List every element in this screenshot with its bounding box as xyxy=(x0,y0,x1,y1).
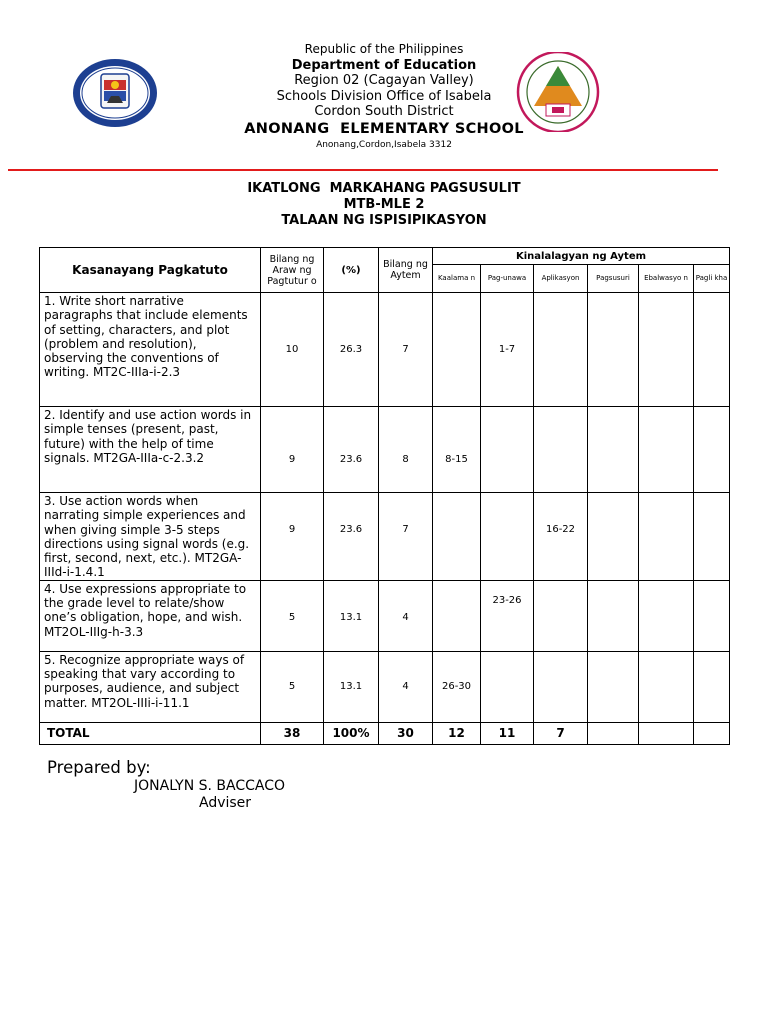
level-header: Kaalama n xyxy=(433,265,481,293)
level-cell: 1-7 xyxy=(481,293,534,407)
table-row xyxy=(40,580,730,651)
table-row xyxy=(40,651,730,722)
level-cell xyxy=(534,580,588,651)
republic-line: Republic of the Philippines xyxy=(304,42,464,56)
level-cell xyxy=(534,651,588,722)
preparer-role: Adviser xyxy=(199,795,252,811)
document-title xyxy=(0,181,768,229)
total-level xyxy=(588,722,639,744)
school-name: ANONANG ELEMENTARY SCHOOL xyxy=(244,120,524,137)
level-cell xyxy=(639,651,694,722)
level-cell xyxy=(588,493,639,581)
level-cell: 26-30 xyxy=(433,651,481,722)
district-line: Cordon South District xyxy=(314,104,454,119)
level-cell xyxy=(534,407,588,493)
percent-cell: 26.3 xyxy=(324,293,379,407)
placement-header: Kinalalagyan ng Aytem xyxy=(433,248,730,265)
specification-table xyxy=(39,247,730,745)
competency-cell: 1. Write short narrative paragraphs that include elements of setting, characters, and plot (problem and resolution), observing the conventions of writing. MT2C-IIIa-i-2.3 xyxy=(40,293,261,407)
level-cell xyxy=(433,493,481,581)
level-header: Aplikasyon xyxy=(534,265,588,293)
title-line-3: TALAAN NG ISPISIPIKASYON xyxy=(281,213,487,228)
table-row xyxy=(40,493,730,581)
level-header: Pagsusuri xyxy=(588,265,639,293)
division-line: Schools Division Office of Isabela xyxy=(276,88,492,104)
header-divider xyxy=(8,169,718,171)
percent-cell: 13.1 xyxy=(324,580,379,651)
title-line-2: MTB-MLE 2 xyxy=(343,197,425,212)
total-percent: 100% xyxy=(324,722,379,744)
percent-cell: 23.6 xyxy=(324,493,379,581)
level-header: Ebalwasyo n xyxy=(639,265,694,293)
total-level xyxy=(694,722,730,744)
total-level xyxy=(639,722,694,744)
prepared-by-label: Prepared by: xyxy=(47,758,151,777)
level-cell xyxy=(588,293,639,407)
level-header: Pagli kha xyxy=(694,265,730,293)
items-cell: 4 xyxy=(379,580,433,651)
total-row xyxy=(40,722,730,744)
level-cell xyxy=(588,580,639,651)
level-cell xyxy=(481,407,534,493)
level-cell xyxy=(433,293,481,407)
items-cell: 7 xyxy=(379,493,433,581)
percent-cell: 13.1 xyxy=(324,651,379,722)
level-cell xyxy=(588,651,639,722)
competency-cell: 4. Use expressions appropriate to the grade level to relate/show one’s obligation, hope, and wish. MT2OL-IIIg-h-3.3 xyxy=(40,580,261,651)
days-cell: 10 xyxy=(261,293,324,407)
title-line-1: IKATLONG MARKAHANG PAGSUSULIT xyxy=(247,181,521,196)
header-row-1 xyxy=(40,248,730,265)
competency-header: Kasanayang Pagkatuto xyxy=(40,248,261,293)
total-level: 7 xyxy=(534,722,588,744)
department-line: Department of Education xyxy=(291,57,477,73)
level-cell xyxy=(694,651,730,722)
table-row xyxy=(40,293,730,407)
competency-cell: 3. Use action words when narrating simple experiences and when giving simple 3-5 steps directions using signal words (e.g. first, second, next, etc.). MT2GA-IIId-i-1.4.1 xyxy=(40,493,261,581)
level-cell xyxy=(639,493,694,581)
region-line: Region 02 (Cagayan Valley) xyxy=(294,73,474,88)
days-header: Bilang ng Araw ng Pagtutur o xyxy=(261,248,324,293)
level-cell xyxy=(694,580,730,651)
level-cell xyxy=(639,293,694,407)
level-cell xyxy=(433,580,481,651)
items-cell: 4 xyxy=(379,651,433,722)
total-items: 30 xyxy=(379,722,433,744)
level-header: Pag-unawa xyxy=(481,265,534,293)
level-cell xyxy=(588,407,639,493)
level-cell xyxy=(694,493,730,581)
level-cell xyxy=(481,493,534,581)
days-cell: 5 xyxy=(261,580,324,651)
level-cell: 8-15 xyxy=(433,407,481,493)
items-cell: 7 xyxy=(379,293,433,407)
letterhead xyxy=(0,42,768,153)
percent-header: (%) xyxy=(324,248,379,293)
items-header: Bilang ng Aytem xyxy=(379,248,433,293)
table-row xyxy=(40,407,730,493)
total-level: 12 xyxy=(433,722,481,744)
level-cell xyxy=(639,580,694,651)
level-cell xyxy=(534,293,588,407)
level-cell: 23-26 xyxy=(481,580,534,651)
total-level: 11 xyxy=(481,722,534,744)
days-cell: 5 xyxy=(261,651,324,722)
level-cell xyxy=(481,651,534,722)
total-label: TOTAL xyxy=(40,722,261,744)
days-cell: 9 xyxy=(261,407,324,493)
total-days: 38 xyxy=(261,722,324,744)
days-cell: 9 xyxy=(261,493,324,581)
preparer-name: JONALYN S. BACCACO xyxy=(134,778,286,794)
items-cell: 8 xyxy=(379,407,433,493)
level-cell xyxy=(694,407,730,493)
level-cell xyxy=(694,293,730,407)
level-cell: 16-22 xyxy=(534,493,588,581)
school-address: Anonang,Cordon,Isabela 3312 xyxy=(316,139,452,150)
competency-cell: 5. Recognize appropriate ways of speaking that vary according to purposes, audience, and subject matter. MT2OL-IIIi-i-11.1 xyxy=(40,651,261,722)
competency-cell: 2. Identify and use action words in simple tenses (present, past, future) with the help of time signals. MT2GA-IIIa-c-2.3.2 xyxy=(40,407,261,493)
level-cell xyxy=(639,407,694,493)
percent-cell: 23.6 xyxy=(324,407,379,493)
